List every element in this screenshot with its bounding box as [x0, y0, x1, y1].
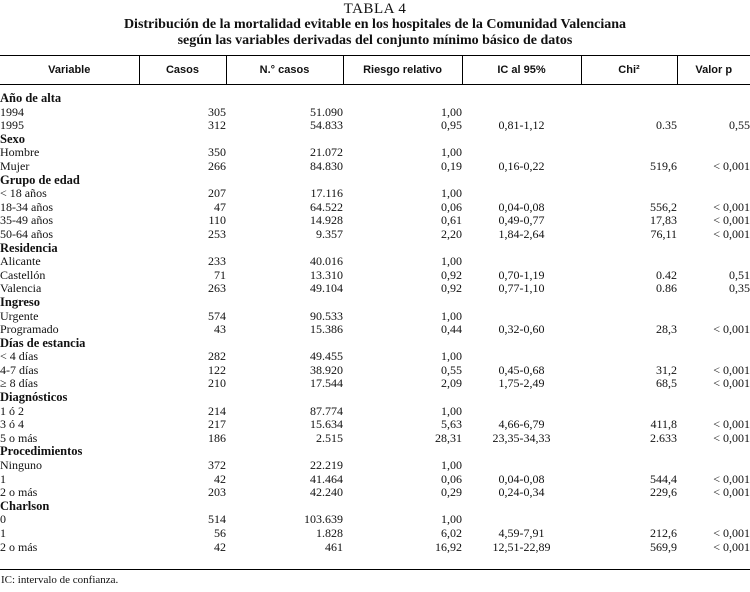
cell-chi2 [581, 513, 677, 527]
cell-riesgo-relativo: 1,00 [441, 145, 462, 160]
cell-riesgo-relativo: 28,31 [435, 430, 462, 445]
row-label: Alicante [0, 254, 41, 269]
cell-n-casos: 1.828 [316, 526, 343, 540]
cell-chi2 [581, 105, 677, 119]
table-body [0, 85, 750, 554]
cell-n-casos: 40.016 [310, 254, 343, 269]
cell-ic-95 [462, 458, 581, 472]
cell-riesgo-relativo: 1,00 [441, 254, 462, 269]
table-row [0, 404, 750, 418]
cell-ic-95 [462, 309, 581, 323]
cell-valor-p [677, 255, 750, 269]
cell-ic-95: 0,32-0,60 [498, 322, 545, 337]
cell-chi2 [581, 187, 677, 201]
cell-n-casos: 14.928 [310, 213, 343, 228]
cell-n-casos: 17.544 [310, 376, 343, 391]
row-label: < 4 días [0, 349, 39, 364]
cell-valor-p [677, 404, 750, 418]
cell-chi2: 569,9 [650, 539, 677, 554]
cell-valor-p: < 0,001 [713, 539, 750, 554]
table-row [0, 513, 750, 527]
footnote: IC: intervalo de confianza. [1, 574, 119, 586]
cell-chi2: 519,6 [650, 158, 677, 173]
table-row [0, 214, 750, 228]
cell-casos: 214 [208, 403, 226, 418]
cell-ic-95: 0,24-0,34 [498, 485, 545, 500]
cell-casos: 372 [208, 458, 226, 473]
cell-ic-95: 0,70-1,19 [498, 267, 545, 282]
row-label: 50-64 años [0, 226, 53, 241]
cell-chi2: 2.633 [650, 430, 677, 445]
cell-casos: 210 [208, 376, 226, 391]
cell-n-casos: 15.386 [310, 322, 343, 337]
column-header-casos: Casos [139, 56, 226, 85]
cell-ic-95: 0,77-1,10 [498, 281, 545, 296]
cell-valor-p: < 0,001 [713, 376, 750, 391]
cell-valor-p: < 0,001 [713, 158, 750, 173]
cell-riesgo-relativo: 0,92 [441, 281, 462, 296]
cell-ic-95 [462, 404, 581, 418]
cell-casos: 42 [214, 471, 226, 486]
table-row [0, 350, 750, 364]
row-label: Mujer [0, 158, 30, 173]
table-row [0, 187, 750, 201]
cell-n-casos: 42.240 [310, 485, 343, 500]
cell-riesgo-relativo: 0,55 [441, 362, 462, 377]
cell-riesgo-relativo: 6,02 [441, 526, 462, 540]
cell-n-casos: 90.533 [310, 308, 343, 323]
cell-riesgo-relativo: 2,20 [441, 226, 462, 241]
cell-riesgo-relativo: 0,06 [441, 199, 462, 214]
cell-riesgo-relativo: 1,00 [441, 308, 462, 323]
cell-n-casos: 51.090 [310, 104, 343, 119]
cell-casos: 122 [208, 362, 226, 377]
cell-ic-95: 0,04-0,08 [498, 199, 545, 214]
cell-chi2: 0.86 [656, 281, 677, 296]
table-row [0, 458, 750, 472]
row-label: 1 [0, 471, 6, 486]
cell-casos: 233 [208, 254, 226, 269]
cell-n-casos: 87.774 [310, 403, 343, 418]
cell-riesgo-relativo: 1,00 [441, 458, 462, 473]
table-row [0, 472, 750, 486]
group-name: Residencia [0, 240, 58, 255]
row-label: Urgente [0, 308, 39, 323]
row-label: 4-7 días [0, 362, 39, 377]
cell-casos: 312 [208, 118, 226, 133]
cell-riesgo-relativo: 0,61 [441, 213, 462, 228]
table-row [0, 363, 750, 377]
row-label: 5 o más [0, 430, 38, 445]
table-row [0, 146, 750, 160]
cell-chi2: 544,4 [650, 471, 677, 486]
cell-n-casos: 38.920 [310, 362, 343, 377]
bottom-rule [0, 569, 750, 570]
table-row [0, 377, 750, 391]
cell-n-casos: 84.830 [310, 158, 343, 173]
column-header-chi2: Chi² [581, 56, 677, 85]
cell-casos: 217 [208, 417, 226, 432]
column-header-n-casos: N.° casos [226, 56, 343, 85]
cell-valor-p [677, 105, 750, 119]
cell-riesgo-relativo: 1,00 [441, 403, 462, 418]
cell-ic-95 [462, 146, 581, 160]
cell-chi2 [581, 458, 677, 472]
cell-casos: 253 [208, 226, 226, 241]
table-title-line-1: Distribución de la mortalidad evitable en los hospitales de la Comunidad Valenciana [123, 17, 627, 32]
table-row [0, 418, 750, 432]
group-name: Días de estancia [0, 335, 86, 350]
cell-casos: 43 [214, 322, 226, 337]
cell-riesgo-relativo: 0,29 [441, 485, 462, 500]
cell-ic-95 [462, 350, 581, 364]
cell-casos: 203 [208, 485, 226, 500]
cell-ic-95: 23,35-34,33 [492, 430, 551, 445]
cell-valor-p [677, 146, 750, 160]
cell-valor-p: 0,51 [729, 267, 750, 282]
cell-ic-95: 0,81-1,12 [498, 118, 545, 133]
cell-valor-p: < 0,001 [713, 485, 750, 500]
cell-ic-95 [462, 187, 581, 201]
row-label: Castellón [0, 267, 46, 282]
group-row [0, 336, 750, 350]
cell-chi2 [581, 350, 677, 364]
cell-valor-p [677, 350, 750, 364]
cell-valor-p: < 0,001 [713, 199, 750, 214]
row-label: 0 [0, 512, 6, 527]
cell-n-casos: 461 [325, 539, 343, 554]
table-row [0, 309, 750, 323]
cell-n-casos: 17.116 [310, 186, 343, 201]
cell-valor-p: < 0,001 [713, 471, 750, 486]
table-row [0, 255, 750, 269]
group-name: Grupo de edad [0, 172, 80, 187]
row-label: < 18 años [0, 186, 47, 201]
column-header-valor-p: Valor p [677, 56, 750, 85]
cell-casos: 282 [208, 349, 226, 364]
cell-n-casos: 21.072 [310, 145, 343, 160]
column-header-variable: Variable [0, 56, 139, 85]
column-header-riesgo-relativo: Riesgo relativo [343, 56, 462, 85]
cell-casos: 207 [208, 186, 226, 201]
group-name: Diagnósticos [0, 390, 68, 405]
cell-n-casos: 64.522 [310, 199, 343, 214]
cell-valor-p: 0,55 [729, 118, 750, 133]
table-number: TABLA 4 [343, 1, 407, 17]
cell-valor-p [677, 458, 750, 472]
cell-valor-p [677, 187, 750, 201]
cell-chi2: 212,6 [650, 526, 677, 540]
cell-valor-p: < 0,001 [713, 213, 750, 228]
cell-ic-95: 0,16-0,22 [498, 158, 545, 173]
group-name: Charlson [0, 498, 50, 513]
cell-valor-p: 0,35 [729, 281, 750, 296]
cell-n-casos: 15.634 [310, 417, 343, 432]
group-row [0, 295, 750, 309]
cell-valor-p [677, 513, 750, 527]
cell-chi2: 31,2 [656, 362, 677, 377]
group-row [0, 390, 750, 404]
cell-n-casos: 9.357 [316, 226, 343, 241]
mortality-table [0, 55, 750, 554]
cell-n-casos: 22.219 [310, 458, 343, 473]
cell-ic-95: 1,75-2,49 [498, 376, 545, 391]
cell-n-casos: 49.455 [310, 349, 343, 364]
row-label: 1 [0, 526, 6, 540]
table-row [0, 200, 750, 214]
table-row [0, 540, 750, 554]
cell-chi2 [581, 404, 677, 418]
cell-riesgo-relativo: 1,00 [441, 512, 462, 527]
cell-valor-p: < 0,001 [713, 362, 750, 377]
cell-casos: 47 [214, 199, 226, 214]
cell-n-casos: 54.833 [310, 118, 343, 133]
cell-n-casos: 13.310 [310, 267, 343, 282]
cell-chi2 [581, 255, 677, 269]
table-row [0, 105, 750, 119]
cell-riesgo-relativo: 16,92 [435, 539, 462, 554]
row-label: 1994 [0, 104, 24, 119]
cell-riesgo-relativo: 0,95 [441, 118, 462, 133]
table-title-line-2: según las variables derivadas del conjunto mínimo básico de datos [177, 33, 573, 48]
cell-riesgo-relativo: 1,00 [441, 186, 462, 201]
cell-casos: 266 [208, 158, 226, 173]
cell-riesgo-relativo: 1,00 [441, 349, 462, 364]
cell-valor-p: < 0,001 [713, 526, 750, 540]
cell-valor-p: < 0,001 [713, 322, 750, 337]
cell-ic-95: 12,51-22,89 [492, 539, 551, 554]
cell-casos: 110 [208, 213, 226, 228]
row-label: Hombre [0, 145, 40, 160]
cell-valor-p [677, 309, 750, 323]
cell-riesgo-relativo: 0,19 [441, 158, 462, 173]
cell-chi2: 0.42 [656, 267, 677, 282]
group-row [0, 499, 750, 513]
cell-chi2: 0.35 [656, 118, 677, 133]
group-row [0, 445, 750, 459]
cell-ic-95: 1,84-2,64 [498, 226, 545, 241]
cell-riesgo-relativo: 5,63 [441, 417, 462, 432]
cell-ic-95: 4,66-6,79 [498, 417, 545, 432]
table-header-row [0, 56, 750, 85]
cell-chi2: 68,5 [656, 376, 677, 391]
table-row [0, 323, 750, 337]
cell-riesgo-relativo: 0,44 [441, 322, 462, 337]
table-row [0, 282, 750, 296]
cell-casos: 350 [208, 145, 226, 160]
cell-valor-p: < 0,001 [713, 430, 750, 445]
row-label: 1 ó 2 [0, 403, 24, 418]
row-label: Programado [0, 322, 59, 337]
cell-casos: 574 [208, 308, 226, 323]
cell-casos: 263 [208, 281, 226, 296]
cell-casos: 71 [214, 267, 226, 282]
cell-chi2: 411,8 [650, 417, 677, 432]
cell-n-casos: 103.639 [304, 512, 343, 527]
cell-riesgo-relativo: 0,06 [441, 471, 462, 486]
row-label: ≥ 8 días [0, 376, 38, 391]
cell-casos: 514 [208, 512, 226, 527]
cell-riesgo-relativo: 2,09 [441, 376, 462, 391]
table-title-block [0, 1, 750, 49]
cell-ic-95 [462, 255, 581, 269]
cell-riesgo-relativo: 1,00 [441, 104, 462, 119]
cell-casos: 42 [214, 539, 226, 554]
group-name: Sexo [0, 131, 25, 146]
cell-riesgo-relativo: 0,92 [441, 267, 462, 282]
cell-n-casos: 2.515 [316, 430, 343, 445]
group-row [0, 132, 750, 146]
table-row [0, 431, 750, 445]
cell-chi2 [581, 309, 677, 323]
cell-valor-p: < 0,001 [713, 417, 750, 432]
row-label: Ninguno [0, 458, 42, 473]
row-label: 1995 [0, 118, 24, 133]
cell-casos: 186 [208, 430, 226, 445]
group-name: Año de alta [0, 91, 62, 105]
cell-chi2: 17,83 [650, 213, 677, 228]
cell-valor-p: < 0,001 [713, 226, 750, 241]
cell-ic-95: 0,49-0,77 [498, 213, 545, 228]
group-name: Ingreso [0, 294, 41, 309]
column-header-ic-95: IC al 95% [462, 56, 581, 85]
cell-chi2: 76,11 [650, 226, 677, 241]
cell-ic-95: 0,04-0,08 [498, 471, 545, 486]
cell-chi2: 556,2 [650, 199, 677, 214]
cell-ic-95: 0,45-0,68 [498, 362, 545, 377]
table-row [0, 486, 750, 500]
group-row [0, 241, 750, 255]
group-row [0, 173, 750, 187]
cell-chi2: 28,3 [656, 322, 677, 337]
group-row [0, 85, 750, 106]
row-label: 18-34 años [0, 199, 53, 214]
row-label: 35-49 años [0, 213, 53, 228]
row-label: Valencia [0, 281, 42, 296]
row-label: 3 ó 4 [0, 417, 24, 432]
cell-chi2 [581, 146, 677, 160]
table-row [0, 159, 750, 173]
cell-n-casos: 49.104 [310, 281, 343, 296]
cell-ic-95 [462, 513, 581, 527]
cell-casos: 305 [208, 104, 226, 119]
cell-ic-95 [462, 105, 581, 119]
cell-casos: 56 [214, 526, 226, 540]
row-label: 2 o más [0, 485, 38, 500]
table-row [0, 526, 750, 540]
group-name: Procedimientos [0, 444, 83, 459]
cell-ic-95: 4,59-7,91 [498, 526, 545, 540]
row-label: 2 o más [0, 539, 38, 554]
cell-chi2: 229,6 [650, 485, 677, 500]
table-row [0, 227, 750, 241]
cell-n-casos: 41.464 [310, 471, 343, 486]
table-row [0, 268, 750, 282]
table-row [0, 119, 750, 133]
